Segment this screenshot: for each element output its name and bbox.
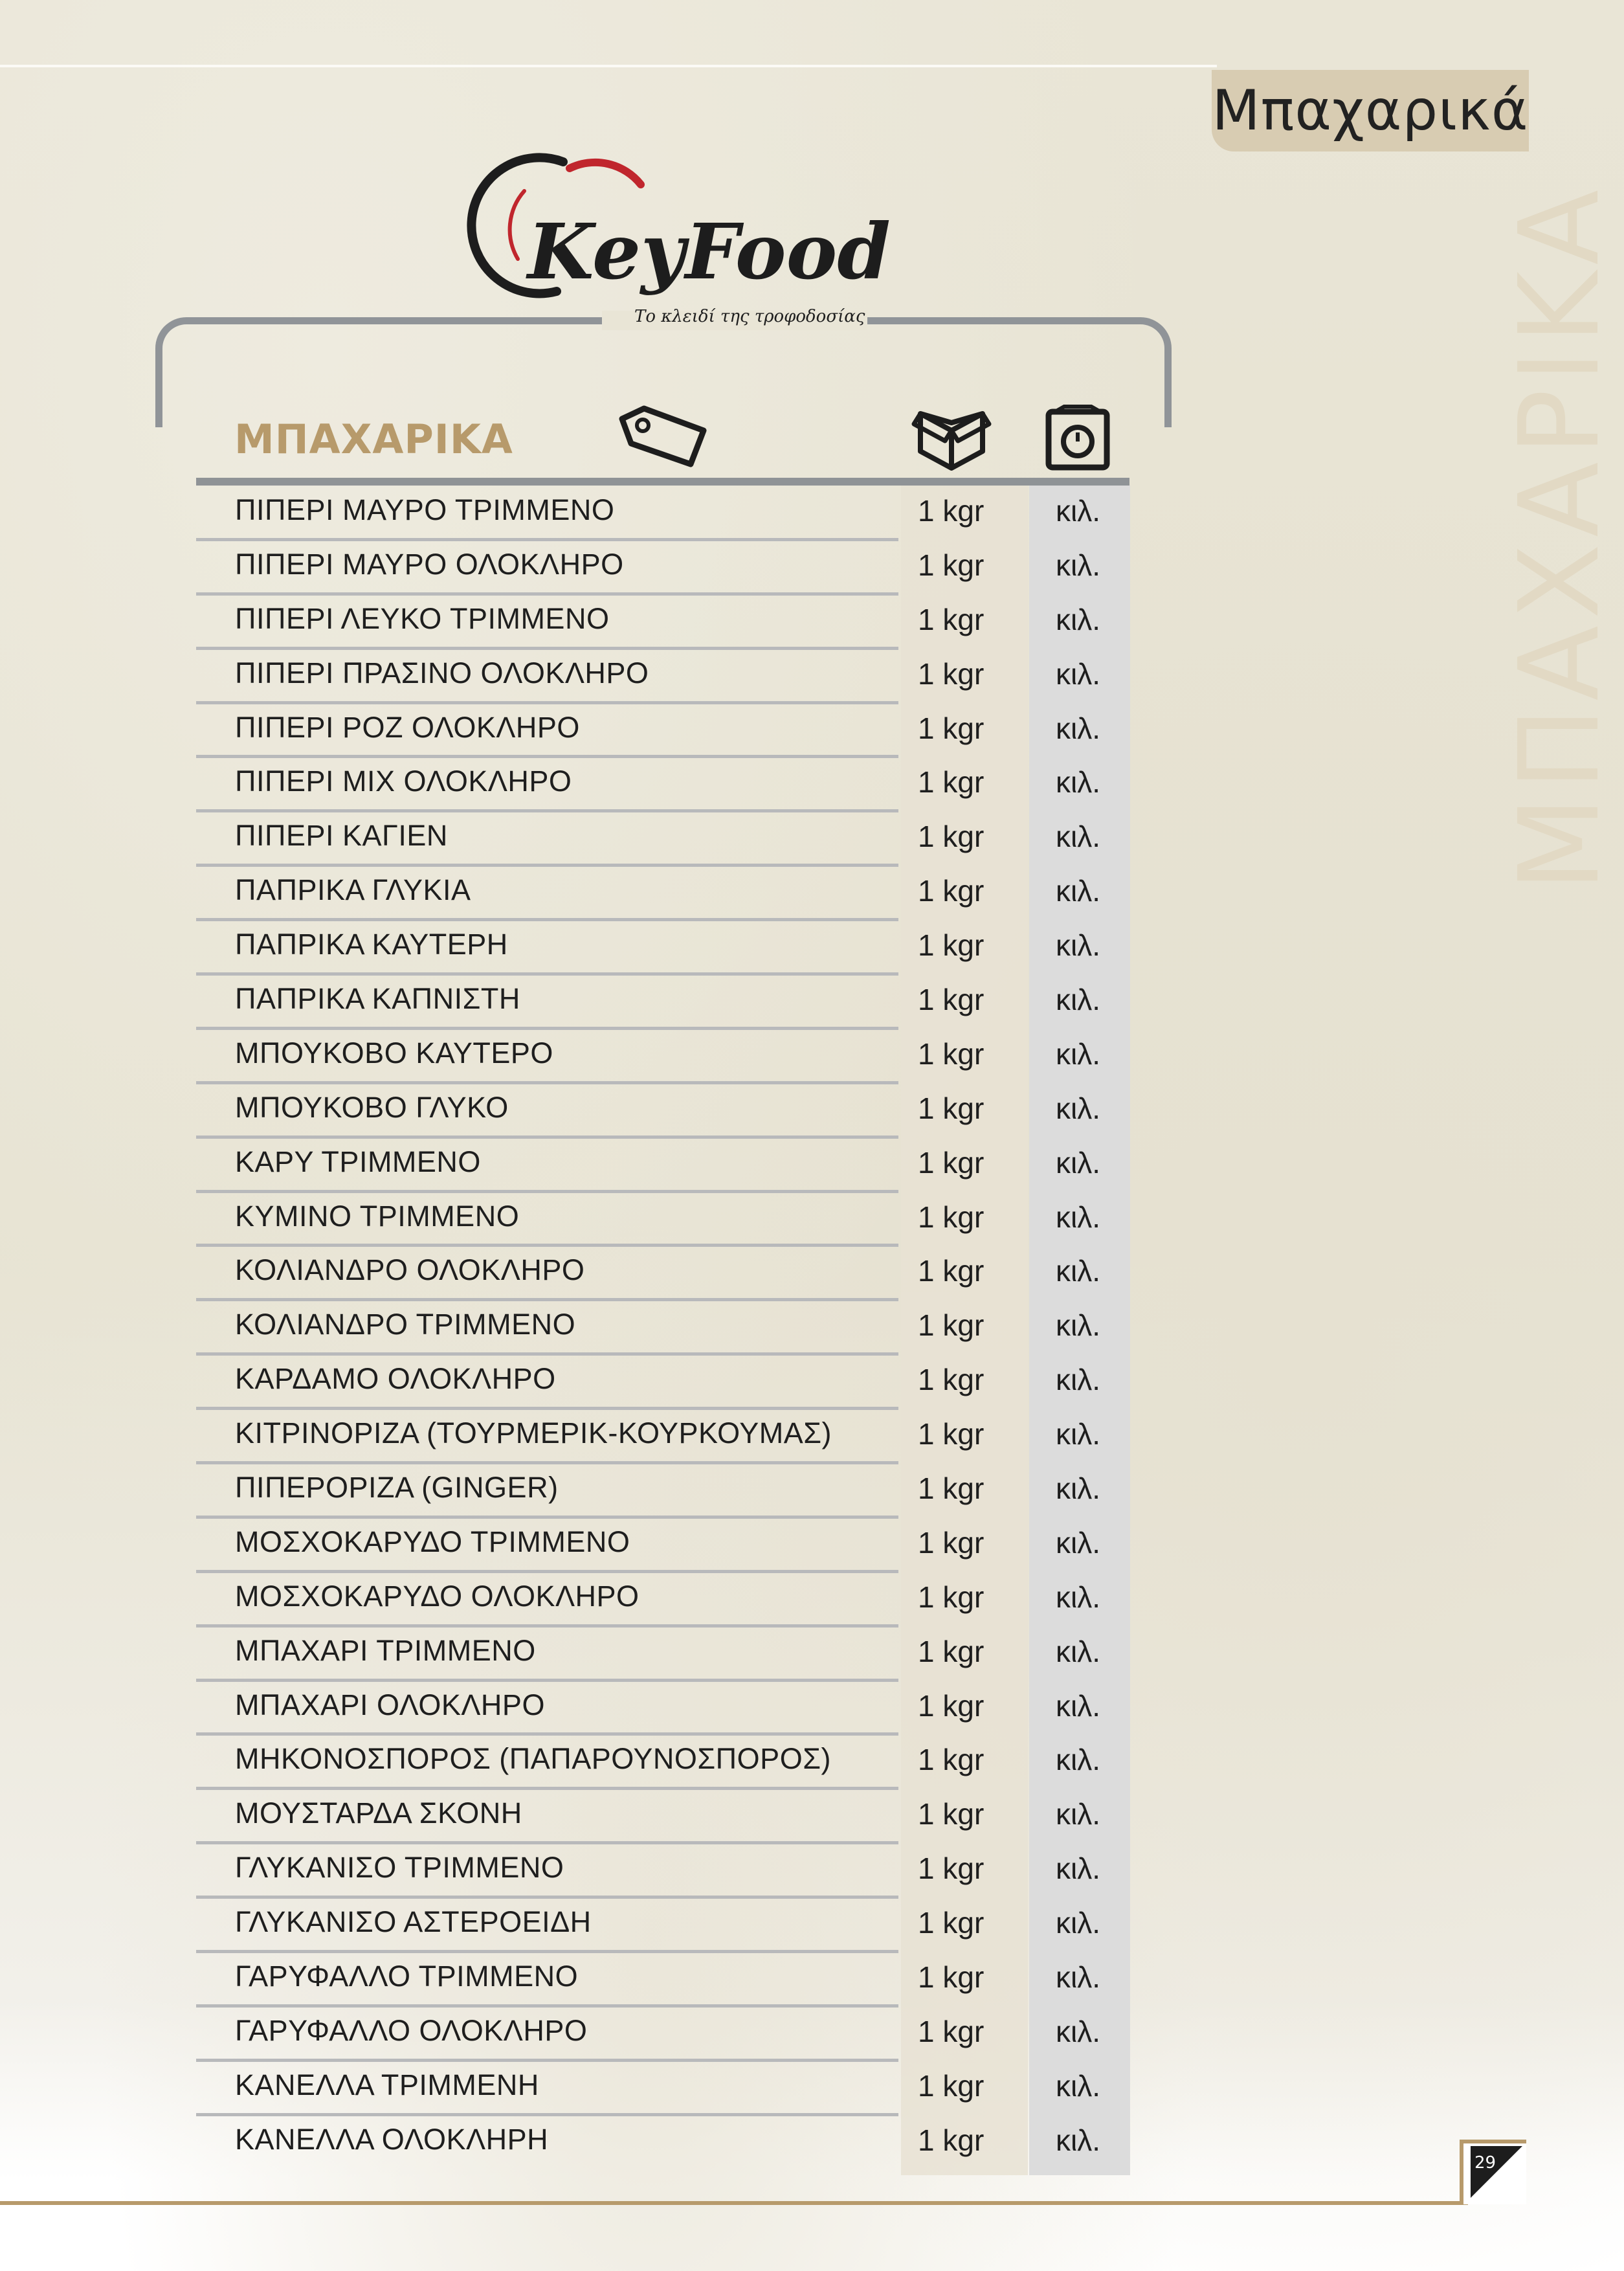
- product-measure: κιλ.: [1056, 2123, 1100, 2157]
- product-row: [196, 1573, 1129, 1628]
- product-unit: 1 kgr: [918, 602, 984, 636]
- product-measure: κιλ.: [1056, 983, 1100, 1017]
- product-row: [196, 541, 1129, 596]
- product-unit: 1 kgr: [918, 1308, 984, 1343]
- product-name: ΠΙΠΕΡΙ ΜΑΥΡΟ ΤΡΙΜΜΕΝΟ: [235, 493, 615, 526]
- product-row: [196, 596, 1129, 650]
- product-name: ΠΙΠΕΡΙ ΜΑΥΡΟ ΟΛΟΚΛΗΡΟ: [235, 547, 624, 581]
- product-name: ΜΟΣΧΟΚΑΡΥΔΟ ΤΡΙΜΜΕΝΟ: [235, 1525, 630, 1558]
- product-row: [196, 1084, 1129, 1139]
- product-unit: 1 kgr: [918, 2014, 984, 2048]
- product-row: [196, 1628, 1129, 1682]
- price-tag-icon: [618, 405, 709, 469]
- product-row: [196, 1030, 1129, 1084]
- product-name: ΠΙΠΕΡΙ ΡΟΖ ΟΛΟΚΛΗΡΟ: [235, 710, 580, 744]
- product-measure: κιλ.: [1056, 765, 1100, 800]
- scale-icon: [1042, 407, 1113, 471]
- product-row: [196, 1247, 1129, 1301]
- product-name: ΠΙΠΕΡΙ ΛΕΥΚΟ ΤΡΙΜΜΕΝΟ: [235, 601, 610, 635]
- product-row: [196, 487, 1129, 541]
- product-name: ΠΑΠΡΙΚΑ ΓΛΥΚΙΑ: [235, 873, 471, 907]
- page-number: 29: [1474, 2153, 1496, 2173]
- product-row: [196, 1464, 1129, 1519]
- product-measure: κιλ.: [1056, 1145, 1100, 1180]
- vertical-section-title: ΜΠΑΧΑΡΙΚΑ: [1496, 183, 1624, 891]
- product-name: ΚΙΤΡΙΝΟΡΙΖΑ (ΤΟΥΡΜΕΡΙΚ-ΚΟΥΡΚΟΥΜΑΣ): [235, 1416, 832, 1450]
- product-unit: 1 kgr: [918, 711, 984, 745]
- product-unit: 1 kgr: [918, 1200, 984, 1234]
- product-row: [196, 1899, 1129, 1953]
- product-row: [196, 867, 1129, 921]
- product-row: [196, 1519, 1129, 1573]
- product-measure: κιλ.: [1056, 1688, 1100, 1723]
- product-measure: κιλ.: [1056, 602, 1100, 636]
- product-unit: 1 kgr: [918, 928, 984, 963]
- product-name: ΠΙΠΕΡΙ ΠΡΑΣΙΝΟ ΟΛΟΚΛΗΡΟ: [235, 656, 649, 689]
- product-measure: κιλ.: [1056, 2014, 1100, 2048]
- product-unit: 1 kgr: [918, 1851, 984, 1886]
- product-measure: κιλ.: [1056, 1091, 1100, 1125]
- product-measure: κιλ.: [1056, 656, 1100, 691]
- product-unit: 1 kgr: [918, 1688, 984, 1723]
- top-rule: [0, 65, 1217, 67]
- product-measure: κιλ.: [1056, 874, 1100, 908]
- product-row: [196, 1682, 1129, 1736]
- product-name: ΜΠΑΧΑΡΙ ΟΛΟΚΛΗΡΟ: [235, 1688, 545, 1721]
- product-measure: κιλ.: [1056, 711, 1100, 745]
- product-name: ΓΑΡΥΦΑΛΛΟ ΤΡΙΜΜΕΝΟ: [235, 1960, 579, 1993]
- product-name: ΓΑΡΥΦΑΛΛΟ ΟΛΟΚΛΗΡΟ: [235, 2013, 588, 2047]
- product-measure: κιλ.: [1056, 1036, 1100, 1071]
- product-name: ΜΠΟΥΚΟΒΟ ΚΑΥΤΕΡΟ: [235, 1036, 553, 1069]
- product-name: ΜΟΣΧΟΚΑΡΥΔΟ ΟΛΟΚΛΗΡΟ: [235, 1579, 640, 1613]
- section-tab: [1212, 70, 1529, 151]
- product-name: ΠΑΠΡΙΚΑ ΚΑΥΤΕΡΗ: [235, 928, 508, 961]
- product-unit: 1 kgr: [918, 1743, 984, 1777]
- product-name: ΜΗΚΟΝΟΣΠΟΡΟΣ (ΠΑΠΑΡΟΥΝΟΣΠΟΡΟΣ): [235, 1742, 831, 1776]
- product-row: [196, 1844, 1129, 1899]
- product-name: ΚΑΡΥ ΤΡΙΜΜΕΝΟ: [235, 1145, 481, 1178]
- product-name: ΚΟΛΙΑΝΔΡΟ ΤΡΙΜΜΕΝΟ: [235, 1308, 576, 1341]
- product-row: [196, 1139, 1129, 1193]
- section-tab-title: Μπαχαρικά: [1212, 78, 1529, 143]
- product-name: ΚΑΡΔΑΜΟ ΟΛΟΚΛΗΡΟ: [235, 1362, 556, 1396]
- product-measure: κιλ.: [1056, 1634, 1100, 1668]
- product-name: ΓΛΥΚΑΝΙΣΟ ΑΣΤΕΡΟΕΙΔΗ: [235, 1905, 592, 1939]
- product-unit: 1 kgr: [918, 820, 984, 854]
- product-name: ΓΛΥΚΑΝΙΣΟ ΤΡΙΜΜΕΝΟ: [235, 1851, 564, 1885]
- product-name: ΜΠΑΧΑΡΙ ΤΡΙΜΜΕΝΟ: [235, 1633, 536, 1667]
- product-name: ΠΙΠΕΡΟΡΙΖΑ (GINGER): [235, 1471, 559, 1505]
- product-unit: 1 kgr: [918, 983, 984, 1017]
- product-row: [196, 1193, 1129, 1247]
- product-unit: 1 kgr: [918, 1254, 984, 1288]
- product-measure: κιλ.: [1056, 2068, 1100, 2103]
- product-name: ΠΑΠΡΙΚΑ ΚΑΠΝΙΣΤΗ: [235, 982, 520, 1016]
- product-unit: 1 kgr: [918, 548, 984, 582]
- product-row: [196, 1301, 1129, 1356]
- product-measure: κιλ.: [1056, 548, 1100, 582]
- product-unit: 1 kgr: [918, 1634, 984, 1668]
- product-measure: κιλ.: [1056, 1525, 1100, 1560]
- product-row: [196, 704, 1129, 759]
- product-measure: κιλ.: [1056, 1797, 1100, 1831]
- product-measure: κιλ.: [1056, 1960, 1100, 1995]
- product-measure: κιλ.: [1056, 1254, 1100, 1288]
- product-unit: 1 kgr: [918, 1471, 984, 1506]
- product-row: [196, 1736, 1129, 1790]
- product-unit: 1 kgr: [918, 2068, 984, 2103]
- product-name: ΚΥΜΙΝΟ ΤΡΙΜΜΕΝΟ: [235, 1199, 520, 1233]
- product-row: [196, 2116, 1129, 2171]
- logo-tagline: Το κλειδί της τροφοδοσίας: [634, 307, 865, 326]
- product-measure: κιλ.: [1056, 1743, 1100, 1777]
- product-row: [196, 921, 1129, 976]
- product-unit: 1 kgr: [918, 2123, 984, 2157]
- product-list: [196, 487, 1129, 2171]
- product-unit: 1 kgr: [918, 1036, 984, 1071]
- product-unit: 1 kgr: [918, 1906, 984, 1940]
- product-unit: 1 kgr: [918, 1145, 984, 1180]
- product-row: [196, 1790, 1129, 1844]
- product-unit: 1 kgr: [918, 656, 984, 691]
- product-unit: 1 kgr: [918, 1091, 984, 1125]
- product-measure: κιλ.: [1056, 1906, 1100, 1940]
- product-measure: κιλ.: [1056, 820, 1100, 854]
- product-measure: κιλ.: [1056, 1580, 1100, 1614]
- product-measure: κιλ.: [1056, 1200, 1100, 1234]
- product-row: [196, 758, 1129, 812]
- keyfood-logo: [479, 146, 891, 340]
- product-unit: 1 kgr: [918, 494, 984, 528]
- product-unit: 1 kgr: [918, 874, 984, 908]
- product-measure: κιλ.: [1056, 1417, 1100, 1451]
- product-row: [196, 2062, 1129, 2116]
- product-name: ΚΑΝΕΛΛΑ ΤΡΙΜΜΕΝΗ: [235, 2068, 539, 2101]
- bottom-rule: [0, 2201, 1468, 2205]
- box-icon: [913, 405, 990, 473]
- product-measure: κιλ.: [1056, 928, 1100, 963]
- product-row: [196, 976, 1129, 1030]
- product-unit: 1 kgr: [918, 1580, 984, 1614]
- product-name: ΚΑΝΕΛΛΑ ΟΛΟΚΛΗΡΗ: [235, 2122, 549, 2156]
- product-name: ΠΙΠΕΡΙ ΚΑΓΙΕΝ: [235, 819, 448, 853]
- product-measure: κιλ.: [1056, 1363, 1100, 1397]
- product-row: [196, 2008, 1129, 2062]
- product-unit: 1 kgr: [918, 765, 984, 800]
- product-name: ΜΟΥΣΤΑΡΔΑ ΣΚΟΝΗ: [235, 1796, 522, 1830]
- product-unit: 1 kgr: [918, 1363, 984, 1397]
- logo-brand-text: KeyFood: [528, 207, 891, 296]
- product-row: [196, 1356, 1129, 1410]
- category-heading: ΜΠΑΧΑΡΙΚΑ: [234, 416, 513, 463]
- product-measure: κιλ.: [1056, 1471, 1100, 1506]
- product-row: [196, 812, 1129, 867]
- product-row: [196, 1953, 1129, 2008]
- product-measure: κιλ.: [1056, 1308, 1100, 1343]
- product-row: [196, 1410, 1129, 1464]
- product-name: ΜΠΟΥΚΟΒΟ ΓΛΥΚΟ: [235, 1090, 509, 1124]
- product-unit: 1 kgr: [918, 1797, 984, 1831]
- product-measure: κιλ.: [1056, 1851, 1100, 1886]
- product-unit: 1 kgr: [918, 1525, 984, 1560]
- product-row: [196, 650, 1129, 704]
- product-name: ΠΙΠΕΡΙ ΜΙΧ ΟΛΟΚΛΗΡΟ: [235, 765, 572, 798]
- product-measure: κιλ.: [1056, 494, 1100, 528]
- product-unit: 1 kgr: [918, 1417, 984, 1451]
- product-unit: 1 kgr: [918, 1960, 984, 1995]
- product-name: ΚΟΛΙΑΝΔΡΟ ΟΛΟΚΛΗΡΟ: [235, 1253, 585, 1287]
- header-rule: [196, 478, 1129, 486]
